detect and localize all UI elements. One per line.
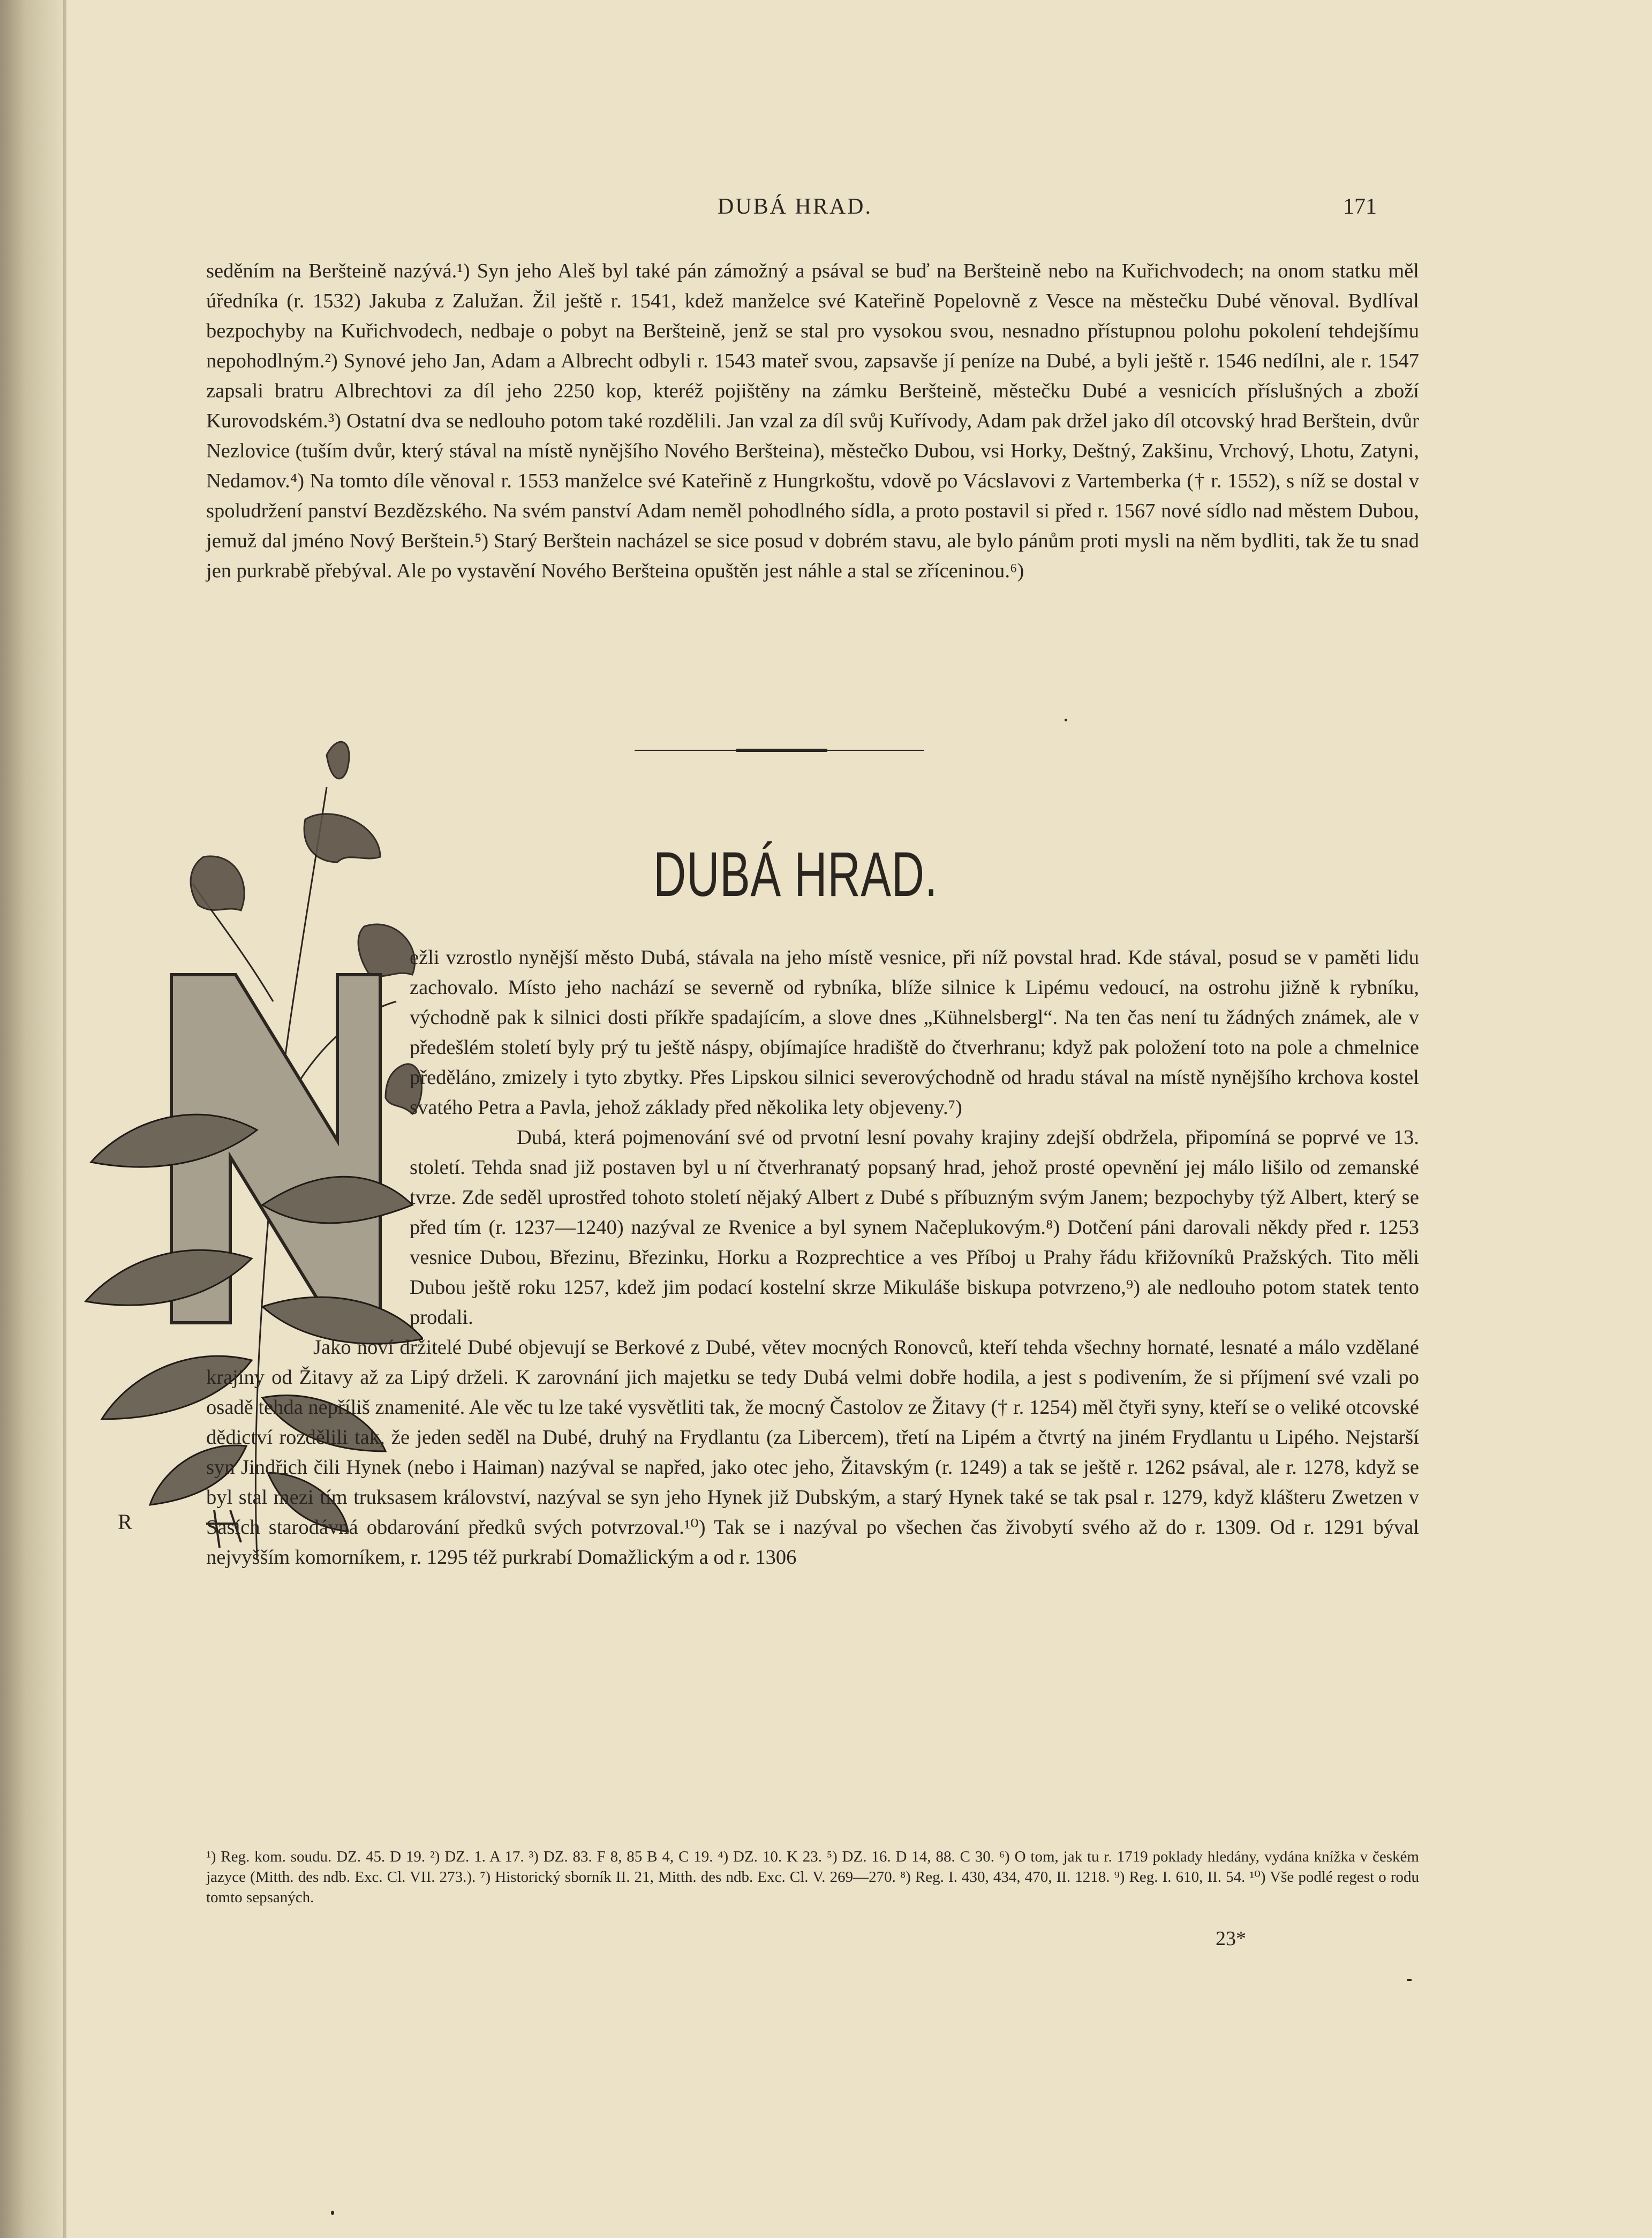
signature-mark: 23* [1216,1927,1246,1950]
body-paragraph-text: Dubá, která pojmenování své od prvotní lesní povahy krajiny zdejší obdržela, připomíná se poprvé ve 13. století. Tehda snad již postaven byl u ní čtverhranatý popsaný hrad, jehož prosté opevnění jej málo lišilo od zemanské tvrze. Zde seděl uprostřed tohoto století nějaký Albert z Dubé s příbuzným svým Janem; bezpochyby týž Albert, který se před tím (r. 1237—1240) nazýval ze Rvenice a byl synem Načeplukovým.⁸) Dotčení páni darovali někdy před r. 1253 vesnice Dubou, Březinu, Březinku, Horku a Rozprechtice a ves Příboj u Prahy řádu křižovníků Pražských. Tito měli Dubou ještě roku 1257, kdež jim podací kostelní skrze Mikuláše biskupa potvrzeno,⁹) ale nedlouho potom statek tento prodali. [410,1126,1419,1329]
page-number: 171 [1343,194,1377,219]
ink-speck [1065,719,1067,721]
body-paragraph-text: ežli vzrostlo nynější město Dubá, stávala na jeho místě vesnice, při níž povstal hrad. Kde stával, posud se v paměti lidu zachovalo. Místo jeho nachází se severně od rybníka, blíže silnice k Lipému vedoucí, na ostrohu jižně k rybníku, východně pak k silnici dosti příkře spadajícím, a slove dnes „Kühnelsbergl“. Na ten čas není tu žádných známek, ale v předešlém století byly prý tu ještě náspy, objímajíce hradiště do čtverhranu; když pak položení toto na pole a chmelnice předěláno, zmizely i tyto zbytky. Přes Lipskou silnici severovýchodně od hradu stával na místě nynějšího krchova kostel svatého Petra a Pavla, jehož základy před několika lety objeveny.⁷) [410,946,1419,1119]
bellflower-bud [327,742,349,779]
body-text-block [206,943,1419,1572]
artist-monogram: R [118,1510,132,1534]
top-paragraph-block [206,256,1419,586]
body-paragraph-2 [206,1122,1419,1332]
footnotes: ¹) Reg. kom. soudu. DZ. 45. D 19. ²) DZ. 1. A 17. ³) DZ. 83. F 8, 85 B 4, C 19. ⁴) DZ. 10. K 23. ⁵) DZ. 16. D 14, 88. C 30. ⁶) O tom, jak tu r. 1719 poklady hledány, vydána knížka v českém jazyce (Mitth. des ndb. Exc. Cl. VII. 273.). ⁷) Historický sborník II. 21, Mitth. des ndb. Exc. Cl. V. 269—270. ⁸) Reg. I. 430, 434, 470, II. 1218. ⁹) Reg. I. 610, II. 54. ¹⁰) Vše podlé regest o rodu tomto sepsaných. [206,1848,1419,1906]
top-paragraph: seděním na Beršteině nazývá.¹) Syn jeho Aleš byl také pán zámožný a psával se buď na Beršteině nebo na Kuřichvodech; na onom statku měl úředníka (r. 1532) Jakuba z Zalužan. Žil ještě r. 1541, kdež manželce své Kateřině Popelovně z Vesce na městečku Dubé věnoval. Bydlíval bezpochyby na Kuřichvodech, nedbaje o pobyt na Beršteině, jenž se stal pro vysokou svou, nesnadno přístupnou polohu pokolení tehdejšímu nepohodlným.²) Synové jeho Jan, Adam a Albrecht odbyli r. 1543 mateř svou, zapsavše jí peníze na Dubé, a byli ještě r. 1546 nedílni, ale r. 1547 zapsali bratru Albrechtovi za díl jeho 2250 kop, kteréž pojištěny na zámku Beršteině, městečku Dubé a vesnicích příslušných a zboží Kurovodském.³) Ostatní dva se nedlouho potom také rozdělili. Jan vzal za díl svůj Kuřívody, Adam pak držel jako díl otcovský hrad Berštein, dvůr Nezlovice (tuším dvůr, který stával na místě nynějšího Nového Beršteina), městečko Dubou, vsi Horky, Deštný, Zakšinu, Vrchový, Lhotu, Zatyni, Nedamov.⁴) Na tomto díle věnoval r. 1553 manželce své Kateřině z Hungrkoštu, vdově po Vácslavovi z Vartemberka († r. 1552), s níž se dostal v spoludržení panství Bezdězského. Na svém panství Adam neměl pohodlného sídla, a proto postavil si před r. 1567 nové sídlo nad městem Dubou, jemuž dal jméno Nový Berštein.⁵) Starý Berštein nacházel se sice posud v dobrém stavu, ale bylo pánům proti mysli na něm bydliti, tak že tu snad jen purkrabě přebýval. Ale po vystavění Nového Beršteina opuštěn jest náhle a stal se zříceninou.⁶) [206,260,1419,582]
divider-thick-segment [736,749,827,752]
bellflower [304,814,380,862]
body-paragraph-1 [206,943,1419,1122]
ink-speck [1407,1979,1412,1981]
body-paragraph-3 [206,1332,1419,1572]
body-paragraph-text: Jako noví držitelé Dubé objevují se Berkové z Dubé, větev mocných Ronovců, kteří tehda všechny hornaté, lesnaté a málo vzdělané krajiny od Žitavy až za Lipý drželi. K zarovnání jich majetku se tedy Dubá velmi dobře hodila, a jest s podivením, že si příjmení své vzali po osadě tehda nepříliš znamenité. Ale věc tu lze také vysvětliti tak, že mocný Častolov ze Žitavy († r. 1254) měl čtyři syny, kteří se o veliké otcovské dědictví rozdělili tak, že jeden seděl na Dubé, druhý na Frydlantu (za Libercem), třetí na Lipém a čtvrtý na jiném Frydlantu u Lipého. Nejstarší syn Jindřich čili Hynek (nebo i Haiman) nazýval se napřed, jako otec jeho, Žitavským (r. 1249) a tak se ještě r. 1262 psával, ale r. 1278, když se byl stal mezi tím truksasem království, nazýval se syn jeho Hynek již Dubským, a starý Hynek také se tak psal r. 1279, když klášteru Zwetzen v Sasích starodávná obdarování předků svých potvrzoval.¹⁰) Tak se i nazýval po všechen čas živobytí svého až do r. 1309. Od r. 1291 býval nejvyšším komorníkem, r. 1295 též purkrabí Domažlickým a od r. 1306 [206,1336,1419,1569]
ink-speck [331,2211,334,2215]
bellflower [191,856,244,910]
section-divider [635,749,924,752]
section-title: DUBÁ HRAD. [653,839,938,910]
running-head: DUBÁ HRAD. [718,194,873,219]
